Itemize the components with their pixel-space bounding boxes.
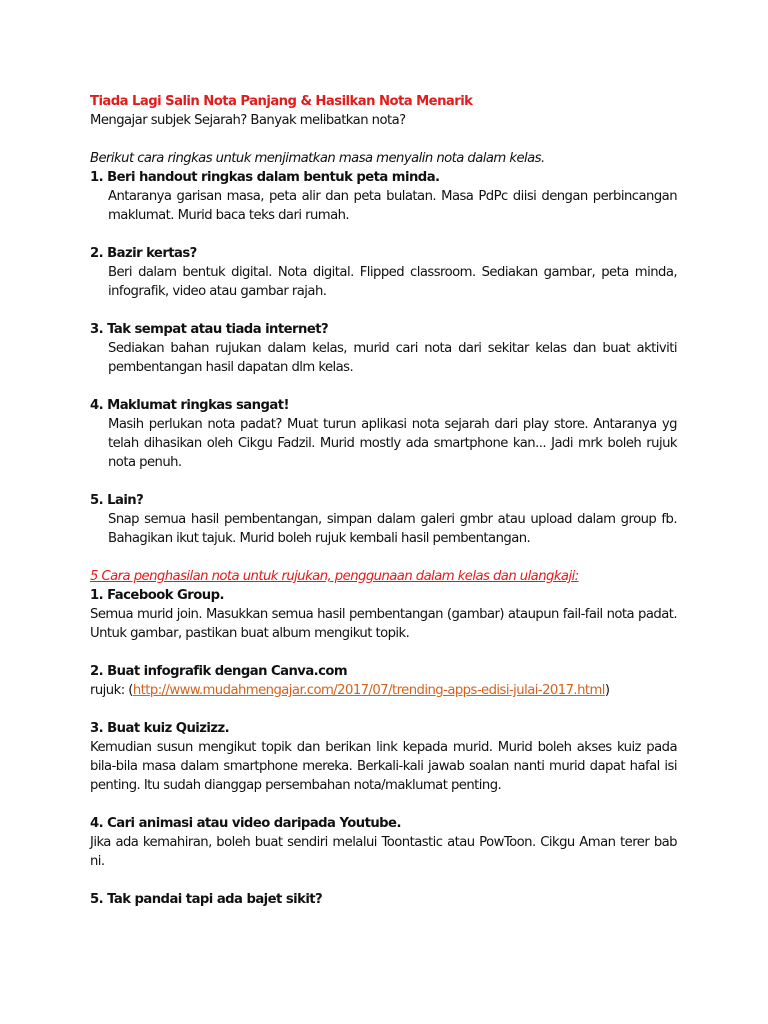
tip-body: Masih perlukan nota padat? Muat turun aplikasi nota sejarah dari play store. Antaranya yg telah dihasikan oleh Cikgu Fadzil. Murid mostly ada smartphone kan... Jadi mrk boleh rujuk nota penuh.: [108, 417, 677, 470]
method-heading: 5. Tak pandai tapi ada bajet sikit?: [90, 892, 323, 907]
method-item: [90, 890, 677, 909]
method-item: [90, 719, 677, 795]
tip-item: [90, 168, 677, 225]
tip-heading: 1. Beri handout ringkas dalam bentuk peta minda.: [90, 170, 440, 185]
method-body: Semua murid join. Masukkan semua hasil pembentangan (gambar) ataupun fail-fail nota padat. Untuk gambar, pastikan buat album mengikut topik.: [90, 607, 677, 641]
tip-body: Snap semua hasil pembentangan, simpan dalam galeri gmbr atau upload dalam group fb. Bahagikan ikut tajuk. Murid boleh rujuk kembali hasil pembentangan.: [108, 512, 677, 546]
method-item: [90, 662, 677, 700]
intro-text: Berikut cara ringkas untuk menjimatkan masa menyalin nota dalam kelas.: [90, 151, 545, 166]
document-body: [90, 92, 677, 909]
tip-item: [90, 491, 677, 548]
tip-item: [90, 320, 677, 377]
tip-body: Antaranya garisan masa, peta alir dan peta bulatan. Masa PdPc diisi dengan perbincangan maklumat. Murid baca teks dari rumah.: [108, 189, 677, 223]
method-heading: 1. Facebook Group.: [90, 588, 224, 603]
tip-item: [90, 396, 677, 472]
tip-heading: 4. Maklumat ringkas sangat!: [90, 398, 289, 413]
method-body: Kemudian susun mengikut topik dan berikan link kepada murid. Murid boleh akses kuiz pada bila-bila masa dalam smartphone mereka. Berkali-kali jawab soalan nanti murid dapat hafal isi penting. Itu sudah dianggap persembahan nota/maklumat penting.: [90, 740, 677, 793]
method-item: [90, 586, 677, 643]
tip-heading: 3. Tak sempat atau tiada internet?: [90, 322, 329, 337]
method-body: Jika ada kemahiran, boleh buat sendiri melalui Toontastic atau PowToon. Cikgu Aman terer bab ni.: [90, 835, 677, 869]
document-subtitle: Mengajar subjek Sejarah? Banyak melibatkan nota?: [90, 113, 406, 128]
method-heading: 4. Cari animasi atau video daripada Youtube.: [90, 816, 401, 831]
tip-heading: 5. Lain?: [90, 493, 144, 508]
section-title: 5 Cara penghasilan nota untuk rujukan, penggunaan dalam kelas dan ulangkaji:: [90, 569, 579, 584]
tip-item: [90, 244, 677, 301]
reference-line: [90, 681, 677, 700]
reference-link[interactable]: http://www.mudahmengajar.com/2017/07/trending-apps-edisi-julai-2017.html: [132, 683, 605, 698]
tip-body: Sediakan bahan rujukan dalam kelas, murid cari nota dari sekitar kelas dan buat aktiviti pembentangan hasil dapatan dlm kelas.: [108, 341, 677, 375]
method-heading: 2. Buat infografik dengan Canva.com: [90, 664, 348, 679]
method-heading: 3. Buat kuiz Quizizz.: [90, 721, 230, 736]
reference-prefix: rujuk: (: [90, 683, 133, 698]
tip-body: Beri dalam bentuk digital. Nota digital. Flipped classroom. Sediakan gambar, peta minda, infografik, video atau gambar rajah.: [108, 265, 677, 299]
tip-heading: 2. Bazir kertas?: [90, 246, 197, 261]
method-item: [90, 814, 677, 871]
document-title: Tiada Lagi Salin Nota Panjang & Hasilkan Nota Menarik: [90, 94, 473, 109]
reference-suffix: ): [604, 683, 610, 698]
